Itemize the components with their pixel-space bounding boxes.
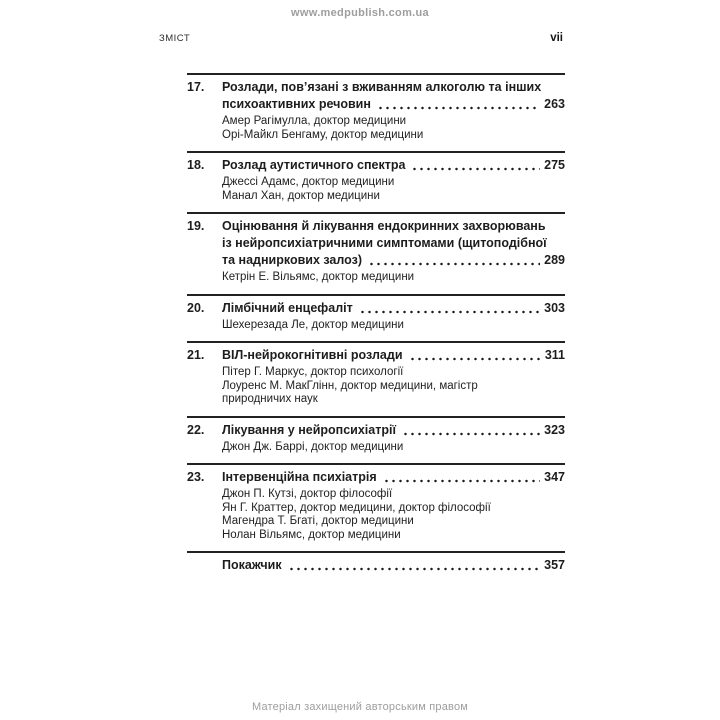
author-line: Ян Г. Краттер, доктор медицини, доктор філософії — [222, 501, 491, 514]
entry-page-number: 323 — [544, 422, 565, 437]
entry-number: 17. — [187, 80, 205, 94]
author-line: Кетрін Е. Вільямс, доктор медицини — [222, 271, 415, 283]
dot-leader — [359, 310, 540, 314]
toc-entry — [187, 212, 565, 294]
author-line: Амер Рагімулла, доктор медицини — [222, 115, 407, 127]
toc-list — [187, 73, 565, 583]
entry-title-lastline: Покажчик — [222, 558, 282, 572]
author-line: Пітер Г. Маркус, доктор психології — [222, 366, 404, 378]
dot-leader — [409, 357, 541, 361]
footer-copyright: Матеріал захищений авторським правом — [251, 701, 469, 713]
running-header — [159, 32, 563, 44]
entry-authors — [222, 488, 565, 542]
entry-title-line: Розлади, пов’язані з вживанням алкоголю та інших — [222, 80, 542, 94]
entry-title-lastline: ВІЛ-нейрокогнітивні розлади — [222, 348, 403, 362]
entry-divider-rule — [187, 463, 565, 465]
entry-divider-rule — [187, 151, 565, 153]
entry-divider-rule — [187, 551, 565, 553]
toc-entry — [187, 463, 565, 551]
toc-entry — [187, 416, 565, 464]
dot-leader — [402, 432, 540, 436]
entry-title-lastline: Інтервенційна психіатрія — [222, 470, 377, 484]
entry-title-lastline: Лімбічний енцефаліт — [222, 300, 353, 315]
header-section-title: ЗМІСТ — [159, 33, 191, 44]
author-line: Нолан Вільямс, доктор медицини — [222, 528, 401, 541]
entry-number: 20. — [187, 300, 205, 315]
author-line: Джон П. Кутзі, доктор філософії — [222, 488, 393, 500]
entry-title-lastline: та надниркових залоз) — [222, 253, 362, 267]
entry-authors — [222, 176, 565, 203]
page-number-roman: vii — [550, 32, 563, 44]
entry-authors — [222, 115, 565, 142]
dot-leader — [377, 106, 540, 110]
toc-entry — [187, 294, 565, 342]
author-line: Шехерезада Ле, доктор медицини — [222, 318, 404, 331]
entry-title-lastline: Розлад аутистичного спектра — [222, 158, 406, 172]
author-line: Манал Хан, доктор медицини — [222, 189, 380, 202]
toc-entry — [187, 341, 565, 416]
entry-divider-rule — [187, 341, 565, 343]
entry-authors — [222, 366, 565, 407]
entry-title-lastline: Лікування у нейропсихіатрії — [222, 422, 396, 437]
entry-number: 22. — [187, 422, 205, 437]
dot-leader — [288, 567, 541, 571]
author-line: Лоуренс М. МакГлінн, доктор медицини, магістр — [222, 379, 478, 392]
entry-title-line: Оцінювання й лікування ендокринних захворювань — [222, 219, 546, 233]
entry-page-number: 347 — [544, 470, 565, 484]
entry-number: 19. — [187, 219, 205, 233]
dot-leader — [411, 167, 540, 171]
author-line: Джон Дж. Баррі, доктор медицини — [222, 440, 404, 453]
author-line: Магендра Т. Бгаті, доктор медицини — [222, 515, 414, 527]
entry-authors — [222, 271, 565, 285]
entry-page-number: 311 — [544, 348, 565, 362]
entry-number: 21. — [187, 348, 205, 362]
author-line: Орі-Майкл Бенгаму, доктор медицини — [222, 128, 424, 141]
entry-divider-rule — [187, 294, 565, 296]
dot-leader — [383, 479, 540, 483]
toc-entry — [187, 73, 565, 151]
entry-page-number: 263 — [544, 97, 565, 111]
entry-page-number: 275 — [544, 158, 565, 172]
entry-title-lastline: психоактивних речовин — [222, 97, 371, 111]
entry-number: 23. — [187, 470, 205, 484]
entry-authors — [222, 319, 565, 333]
entry-title — [222, 218, 565, 252]
entry-title-line: із нейропсихіатричними симптомами (щитоподібної — [222, 236, 547, 250]
entry-title — [222, 79, 565, 96]
entry-page-number: 357 — [544, 558, 565, 572]
entry-page-number: 303 — [544, 300, 565, 315]
toc-entry — [187, 551, 565, 583]
entry-divider-rule — [187, 73, 565, 75]
entry-page-number: 289 — [544, 253, 565, 267]
author-line: природничих наук — [222, 393, 318, 405]
entry-number: 18. — [187, 158, 205, 172]
entry-authors — [222, 441, 565, 455]
author-line: Джессі Адамс, доктор медицини — [222, 176, 395, 188]
dot-leader — [368, 262, 540, 266]
entry-divider-rule — [187, 416, 565, 418]
watermark-text: www.medpublish.com.ua — [291, 7, 429, 19]
entry-divider-rule — [187, 212, 565, 214]
toc-entry — [187, 151, 565, 212]
